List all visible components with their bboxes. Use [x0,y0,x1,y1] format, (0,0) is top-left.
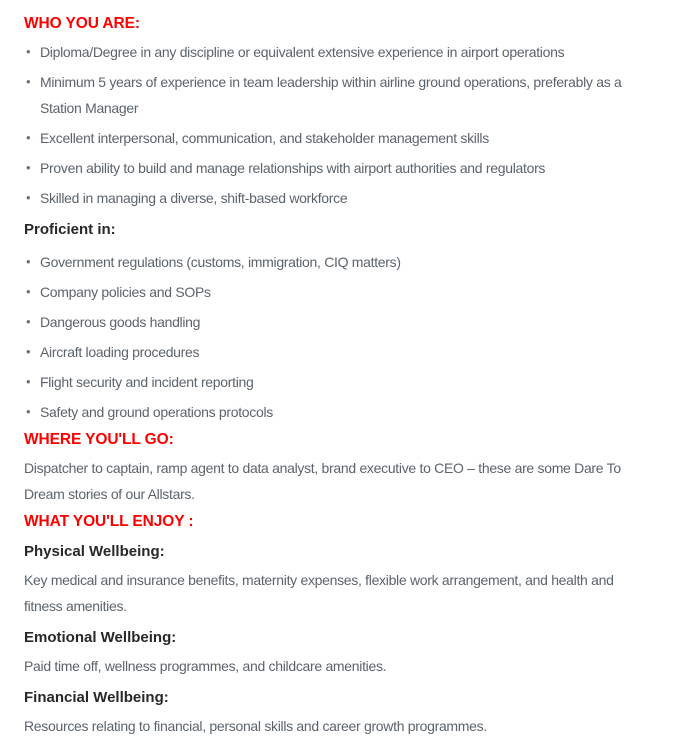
list-item [24,399,650,425]
list-item [24,309,650,335]
list-item-text: Flight security and incident reporting [40,374,254,390]
list-item [24,69,650,121]
bullet-icon: • [26,374,31,389]
list-item [24,125,650,151]
section-who-you-are [24,13,650,211]
benefit-financial-wellbeing [24,685,650,739]
list-item-text: Diploma/Degree in any discipline or equivalent extensive experience in airport operations [40,44,565,60]
list-item-text: Proven ability to build and manage relationships with airport authorities and regulators [40,160,546,176]
list-item-text: Government regulations (customs, immigration, CIQ matters) [40,254,401,270]
list-item [24,279,650,305]
benefit-title: Emotional Wellbeing: [24,629,177,646]
who-you-are-heading: WHO YOU ARE: [24,15,140,32]
bullet-icon: • [26,344,31,359]
list-item-text: Safety and ground operations protocols [40,404,273,420]
list-item-text: Minimum 5 years of experience in team leadership within airline ground operations, preferably as a Station Manager [40,74,622,116]
benefit-title: Physical Wellbeing: [24,543,165,560]
list-item-text: Dangerous goods handling [40,314,201,330]
benefit-description: Resources relating to financial, personal skills and career growth programmes. [24,718,487,734]
list-item [24,249,650,275]
list-item-text: Company policies and SOPs [40,284,211,300]
benefit-description: Paid time off, wellness programmes, and childcare amenities. [24,658,387,674]
list-item [24,185,650,211]
bullet-icon: • [26,160,31,175]
what-youll-enjoy-heading: WHAT YOU'LL ENJOY : [24,513,194,530]
list-item [24,155,650,181]
list-item [24,39,650,65]
list-item-text: Skilled in managing a diverse, shift-based workforce [40,190,348,206]
benefit-physical-wellbeing [24,539,650,619]
benefit-emotional-wellbeing [24,625,650,679]
proficient-in-list [24,249,650,425]
who-you-are-list [24,39,650,211]
bullet-icon: • [26,190,31,205]
section-where-youll-go [24,429,650,507]
bullet-icon: • [26,284,31,299]
list-item [24,339,650,365]
benefit-description: Key medical and insurance benefits, maternity expenses, flexible work arrangement, and health and fitness amenities. [24,572,614,614]
list-item [24,369,650,395]
bullet-icon: • [26,404,31,419]
bullet-icon: • [26,44,31,59]
bullet-icon: • [26,74,31,89]
list-item-text: Aircraft loading procedures [40,344,200,360]
proficient-in-heading: Proficient in: [24,221,116,238]
where-youll-go-paragraph: Dispatcher to captain, ramp agent to data analyst, brand executive to CEO – these are some Dare To Dream stories of our Allstars. [24,460,621,502]
bullet-icon: • [26,130,31,145]
section-proficient-in [24,217,650,425]
bullet-icon: • [26,254,31,269]
where-youll-go-heading: WHERE YOU'LL GO: [24,431,174,448]
bullet-icon: • [26,314,31,329]
section-what-youll-enjoy [24,511,650,739]
list-item-text: Excellent interpersonal, communication, and stakeholder management skills [40,130,489,146]
benefit-title: Financial Wellbeing: [24,689,169,706]
